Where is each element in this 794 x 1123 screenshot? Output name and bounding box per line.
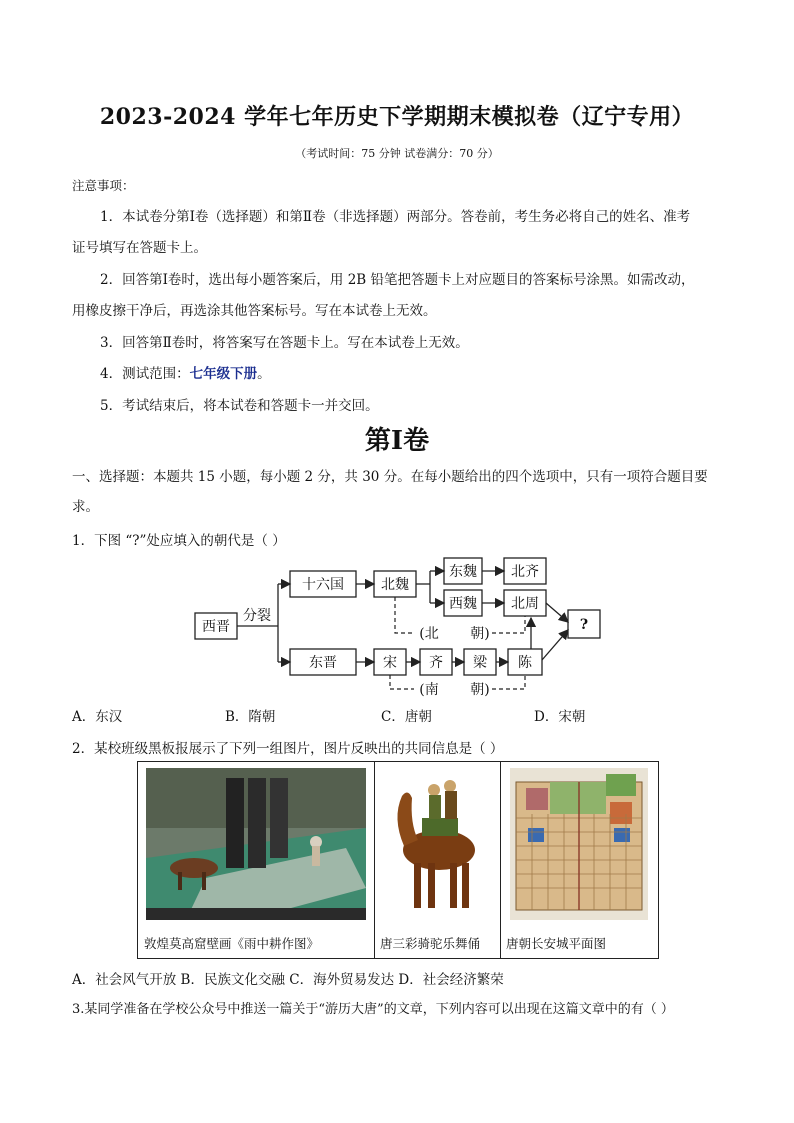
node-question: ? bbox=[579, 617, 589, 633]
notice-item-5: 5．考试结束后，将本试卷和答题卡一并交回。 bbox=[100, 398, 379, 414]
q1-option-a: A．东汉 bbox=[72, 709, 123, 725]
node-song: 宋 bbox=[383, 655, 397, 671]
image-cell-camel bbox=[374, 762, 501, 958]
mural-image bbox=[146, 768, 366, 920]
node-shiliuguo: 十六国 bbox=[302, 577, 344, 593]
exam-title: 2023-2024 学年七年历史下学期期末模拟卷（辽宁专用） bbox=[99, 104, 695, 130]
label-bei: (北 bbox=[419, 626, 439, 642]
caption-mural: 敦煌莫高窟壁画《雨中耕作图》 bbox=[144, 936, 320, 951]
image-cell-changan bbox=[500, 762, 658, 958]
changan-map-image bbox=[510, 768, 648, 920]
node-beizhou: 北周 bbox=[511, 596, 539, 612]
node-dongjin: 东晋 bbox=[309, 655, 337, 671]
notice-item-4-suffix: 。 bbox=[257, 366, 271, 382]
node-qi: 齐 bbox=[429, 655, 443, 671]
node-xiwei: 西魏 bbox=[449, 596, 477, 612]
node-beiqi: 北齐 bbox=[511, 564, 539, 580]
notice-item-1-line-1: 1．本试卷分第Ⅰ卷（选择题）和第Ⅱ卷（非选择题）两部分。答卷前，考生务必将自己的姓名、准考 bbox=[100, 209, 691, 225]
camel-figurine-image bbox=[384, 768, 490, 920]
node-chen: 陈 bbox=[518, 655, 532, 671]
caption-camel: 唐三彩骑驼乐舞俑 bbox=[380, 936, 481, 951]
image-table bbox=[137, 761, 659, 959]
node-liang: 梁 bbox=[473, 655, 487, 671]
node-xijin: 西晋 bbox=[202, 619, 230, 635]
label-nan: (南 bbox=[419, 682, 439, 698]
node-dongwei: 东魏 bbox=[449, 564, 477, 580]
label-chao-north: 朝) bbox=[470, 626, 490, 642]
question-3-stem: 3.某同学准备在学校公众号中推送一篇关于“游历大唐”的文章，下列内容可以出现在这篇文章中的有（ ） bbox=[72, 1002, 674, 1017]
node-beiwei: 北魏 bbox=[381, 577, 409, 593]
question-1-stem: 1．下图 “?”处应填入的朝代是（ ） bbox=[72, 533, 286, 549]
q1-option-c: C．唐朝 bbox=[381, 709, 432, 725]
question-2-stem: 2．某校班级黑板报展示了下列一组图片，图片反映出的共同信息是（ ） bbox=[72, 741, 504, 757]
caption-changan: 唐朝长安城平面图 bbox=[506, 936, 607, 951]
section-instructions-line-2: 求。 bbox=[72, 499, 99, 515]
notice-heading: 注意事项： bbox=[72, 178, 135, 193]
image-cell-mural bbox=[138, 762, 375, 958]
label-fenlie: 分裂 bbox=[243, 608, 271, 624]
notice-item-4-prefix: 4．测试范围： bbox=[100, 366, 190, 382]
notice-item-2-line-1: 2．回答第Ⅰ卷时，选出每小题答案后，用 2B 铅笔把答题卡上对应题目的答案标号涂黑。如需改动， bbox=[100, 272, 695, 288]
notice-item-2-line-2: 用橡皮擦干净后，再选涂其他答案标号。写在本试卷上无效。 bbox=[72, 303, 437, 319]
q1-option-b: B．隋朝 bbox=[225, 709, 276, 725]
q2-options: A．社会风气开放 B．民族文化交融 C．海外贸易发达 D．社会经济繁荣 bbox=[72, 972, 504, 988]
test-range: 七年级下册 bbox=[189, 366, 258, 382]
notice-item-1-line-2: 证号填写在答题卡上。 bbox=[72, 240, 207, 256]
notice-item-3: 3．回答第Ⅱ卷时，将答案写在答题卡上。写在本试卷上无效。 bbox=[100, 335, 469, 351]
exam-subtitle: （考试时间：75 分钟 试卷满分：70 分） bbox=[295, 147, 499, 160]
label-chao-south: 朝) bbox=[470, 682, 490, 698]
section-title: 第Ⅰ卷 bbox=[364, 426, 430, 456]
q1-option-d: D．宋朝 bbox=[534, 709, 586, 725]
section-instructions-line-1: 一、选择题：本题共 15 小题，每小题 2 分，共 30 分。在每小题给出的四个选项中，只有一项符合题目要 bbox=[72, 469, 708, 485]
